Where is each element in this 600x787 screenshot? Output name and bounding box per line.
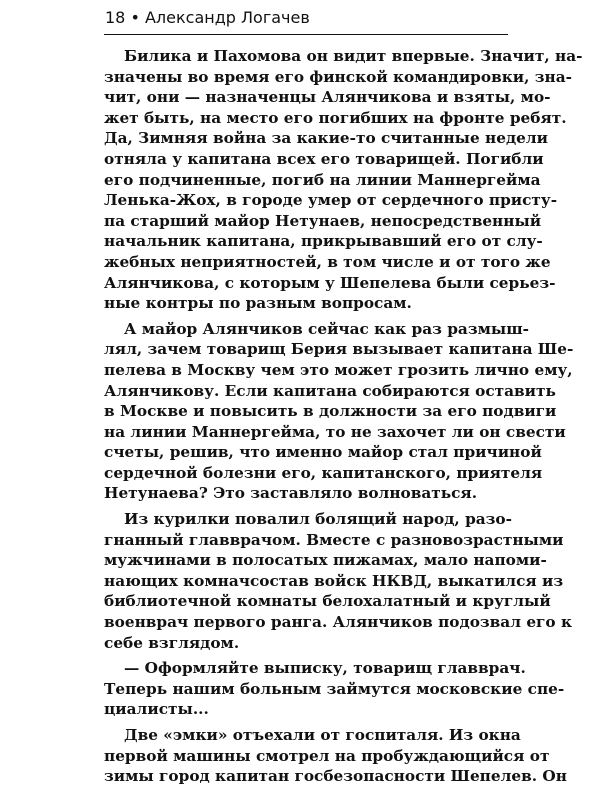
- text-line: ные контры по разным вопросам.: [104, 294, 412, 313]
- text-line: Теперь нашим больным займутся московские спе-: [104, 679, 565, 698]
- text-line: жебных неприятностей, в том числе и от того же: [104, 252, 551, 271]
- text-line: жет быть, на место его погибших на фронте ребят.: [104, 108, 567, 127]
- text-line: нающих комначсостав войск НКВД, выкатился из: [104, 571, 564, 590]
- text-line: отняла у капитана всех его товарищей. Погибли: [104, 149, 544, 168]
- text-line: начальник капитана, прикрывавший его от слу-: [104, 232, 543, 251]
- text-line: зимы город капитан госбезопасности Шепелев. Он: [104, 767, 567, 786]
- text-line: Ленька-Жох, в городе умер от сердечного присту-: [104, 191, 558, 210]
- text-line: значены во время его финской командировки, зна-: [104, 67, 572, 86]
- text-line: А майор Алянчиков сейчас как раз размыш-: [124, 319, 529, 338]
- text-line: лял, зачем товарищ Берия вызывает капитана Ше-: [104, 340, 574, 359]
- header-rule: [104, 34, 508, 35]
- text-line: Да, Зимняя война за какие-то считанные недели: [104, 129, 549, 148]
- text-line: на линии Маннергейма, то не захочет ли он свести: [104, 422, 566, 441]
- text-line: чит, они — назначенцы Алянчикова и взяты, мо-: [104, 88, 551, 107]
- text-line: Алянчикову. Если капитана собираются оставить: [104, 381, 556, 400]
- text-line: Билика и Пахомова он видит впервые. Значит, на-: [124, 47, 583, 65]
- text-line: Нетунаева? Это заставляло волноваться.: [104, 484, 478, 503]
- text-line: в Москве и повысить в должности за его подвиги: [104, 402, 557, 421]
- text-line: мужчинами в полосатых пижамах, мало напоми-: [104, 551, 547, 570]
- text-line: циалисты...: [104, 700, 209, 719]
- text-line: гнанный главврачом. Вместе с разновозрастными: [104, 530, 564, 549]
- text-line: Алянчикова, с которым у Шепелева были серьез-: [104, 273, 556, 292]
- text-line: Из курилки повалил болящий народ, разо-: [124, 510, 512, 529]
- paragraph: [104, 509, 572, 653]
- running-header: 18 • Александр Логачев: [105, 8, 310, 27]
- text-line: счеты, решив, что именно майор стал причиной: [104, 443, 542, 462]
- text-line: па старший майор Нетунаев, непосредственный: [104, 211, 542, 230]
- text-line: себе взглядом.: [104, 633, 240, 652]
- text-line: военврач первого ранга. Алянчиков подозвал его к: [104, 613, 572, 632]
- text-line: его подчиненные, погиб на линии Маннергейма: [104, 170, 541, 189]
- paragraph: [104, 46, 583, 314]
- text-line: — Оформляйте выписку, товарищ главврач.: [124, 659, 526, 678]
- text-line: пелева в Москву чем это может грозить лично ему,: [104, 360, 573, 379]
- body-text: [104, 46, 583, 787]
- paragraph: [104, 319, 574, 504]
- paragraph: [104, 725, 567, 787]
- text-line: библиотечной комнаты белохалатный и круглый: [104, 592, 551, 611]
- text-line: сердечной болезни его, капитанского, приятеля: [104, 463, 543, 482]
- paragraph: [104, 658, 565, 720]
- text-line: первой машины смотрел на пробуждающийся от: [104, 746, 550, 765]
- text-line: Две «эмки» отъехали от госпиталя. Из окна: [124, 726, 521, 744]
